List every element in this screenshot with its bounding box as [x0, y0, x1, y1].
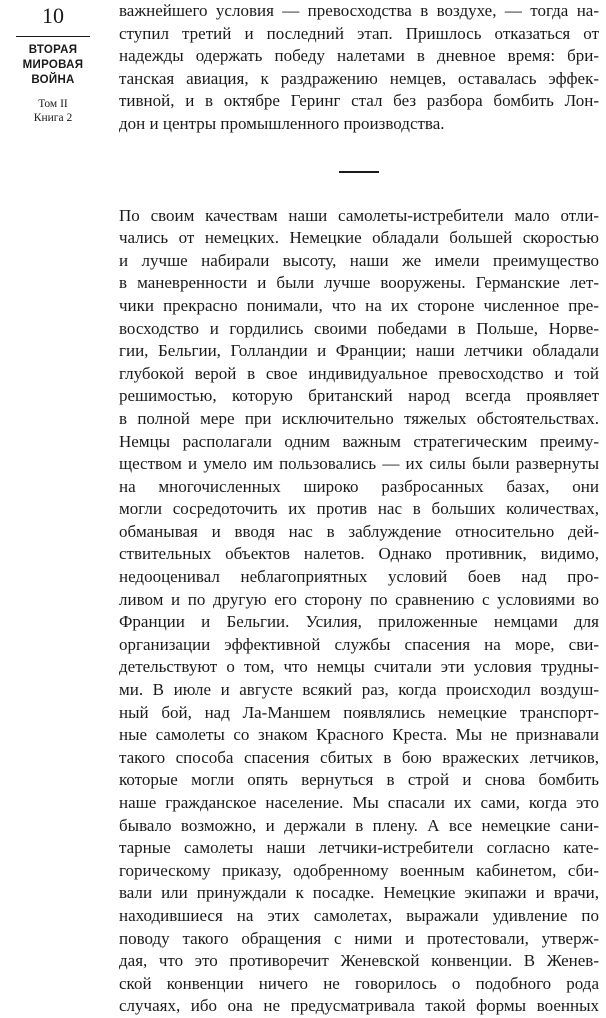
text-line: и лучше набирали высоту, наши же имели преимущество	[119, 250, 599, 270]
book-title-line: ВТОРАЯ	[28, 44, 78, 56]
text-line: поводу такого обращения с ними и протестовали, утверж-	[119, 928, 599, 948]
text-line: важнейшего условия — превосходства в воздухе, — тогда на-	[119, 1, 599, 20]
volume-label: Том II	[38, 98, 68, 110]
section-separator	[339, 171, 379, 173]
text-line: танская авиация, к раздражению немцев, оставалась эффек-	[119, 68, 599, 88]
text-line: ступил третий и последний этап. Пришлось отказаться от	[119, 23, 599, 43]
text-line: дая, что это противоречит Женевской конвенции. В Женев-	[119, 951, 599, 971]
text-line: организации эффективной службы спасения на море, сви-	[119, 634, 599, 654]
book-title-line: МИРОВАЯ	[22, 59, 84, 71]
text-line: обманывая и вводя нас в заблуждение относительно дей-	[119, 521, 599, 541]
paragraph-2	[119, 205, 599, 1018]
book-title-line: ВОЙНА	[31, 74, 75, 86]
running-head-sidebar	[6, 0, 100, 125]
text-line: горическому приказу, одобренному военным кабинетом, сби-	[119, 860, 599, 880]
text-line: чики прекрасно понимали, что на их стороне численное пре-	[119, 295, 599, 315]
text-line: ливом и по другую его сторону по сравнению с условиями во	[119, 589, 599, 609]
text-line: случаях, ибо она не предусматривала такой формы военных	[119, 996, 599, 1016]
text-line: По своим качествам наши самолеты-истребители мало отли-	[119, 205, 599, 225]
text-line: детельствуют о том, что немцы считали эти условия трудны-	[119, 657, 599, 677]
book-label: Книга 2	[33, 112, 73, 124]
text-line: на многочисленных широко разбросанных базах, они	[119, 476, 599, 496]
paragraph-1	[119, 0, 599, 136]
text-line: чались от немецких. Немецкие обладали большей скоростью	[119, 228, 599, 248]
text-line: ми. В июле и августе всякий раз, когда происходил воздуш-	[119, 680, 599, 700]
text-line: находившиеся на этих самолетах, выражали удивление по	[119, 905, 599, 925]
text-line: вали или принуждали к посадке. Немецкие экипажи и врачи,	[119, 883, 599, 903]
text-line: Франции и Бельгии. Усилия, приложенные немцами для	[119, 612, 599, 632]
text-line: могли сосредоточить их против нас в больших количествах,	[119, 499, 599, 519]
book-title	[6, 43, 100, 88]
text-line: ствительных объектов налетов. Однако противник, видимо,	[119, 544, 599, 564]
text-line: надежды одержать победу налетами в дневное время: бри-	[119, 46, 599, 66]
sidebar-rule	[16, 36, 90, 37]
text-line: в маневренности и были лучше вооружены. Германские лет-	[119, 273, 599, 293]
text-line: бывало возможно, и держали в плену. А все немецкие сани-	[119, 815, 599, 835]
text-line: которые могли опять вернуться в строй и снова бомбить	[119, 770, 599, 790]
text-line: ществом и умело им пользовались — их силы были развернуты	[119, 454, 599, 474]
text-line: тарные самолеты наши летчики-истребители согласно кате-	[119, 838, 599, 858]
text-line: недооценивал неблагоприятных условий боев над про-	[119, 567, 599, 587]
text-line: ный бой, над Ла-Маншем появлялись немецкие транспорт-	[119, 702, 599, 722]
volume-info	[6, 97, 100, 125]
main-text	[119, 0, 599, 1018]
text-line: Немцы располагали одним важным стратегическим преиму-	[119, 431, 599, 451]
text-line: наше гражданское население. Мы спасали их сами, когда это	[119, 793, 599, 812]
text-line: решимостью, которую британский народ всегда проявляет	[119, 386, 599, 406]
text-line: дон и центры промышленного производства.	[119, 113, 445, 133]
text-line: ской конвенции ничего не говорилось о подобного рода	[119, 973, 599, 993]
text-line: гии, Бельгии, Голландии и Франции; наши летчики обладали	[119, 341, 599, 361]
text-line: ные самолеты со знаком Красного Креста. Мы не признавали	[119, 725, 599, 745]
text-line: глубокой верой в свое индивидуальное превосходство и той	[119, 363, 599, 383]
page-number: 10	[42, 3, 64, 28]
text-line: такого способа спасения сбитых в бою вражеских летчиков,	[119, 747, 599, 767]
text-line: в полной мере при исключительно тяжелых обстоятельствах.	[119, 408, 599, 428]
text-line: тивной, и в октябре Геринг стал без разбора бомбить Лон-	[119, 91, 599, 111]
text-line: восходство и гордились своими победами в Польше, Норве-	[119, 318, 599, 338]
